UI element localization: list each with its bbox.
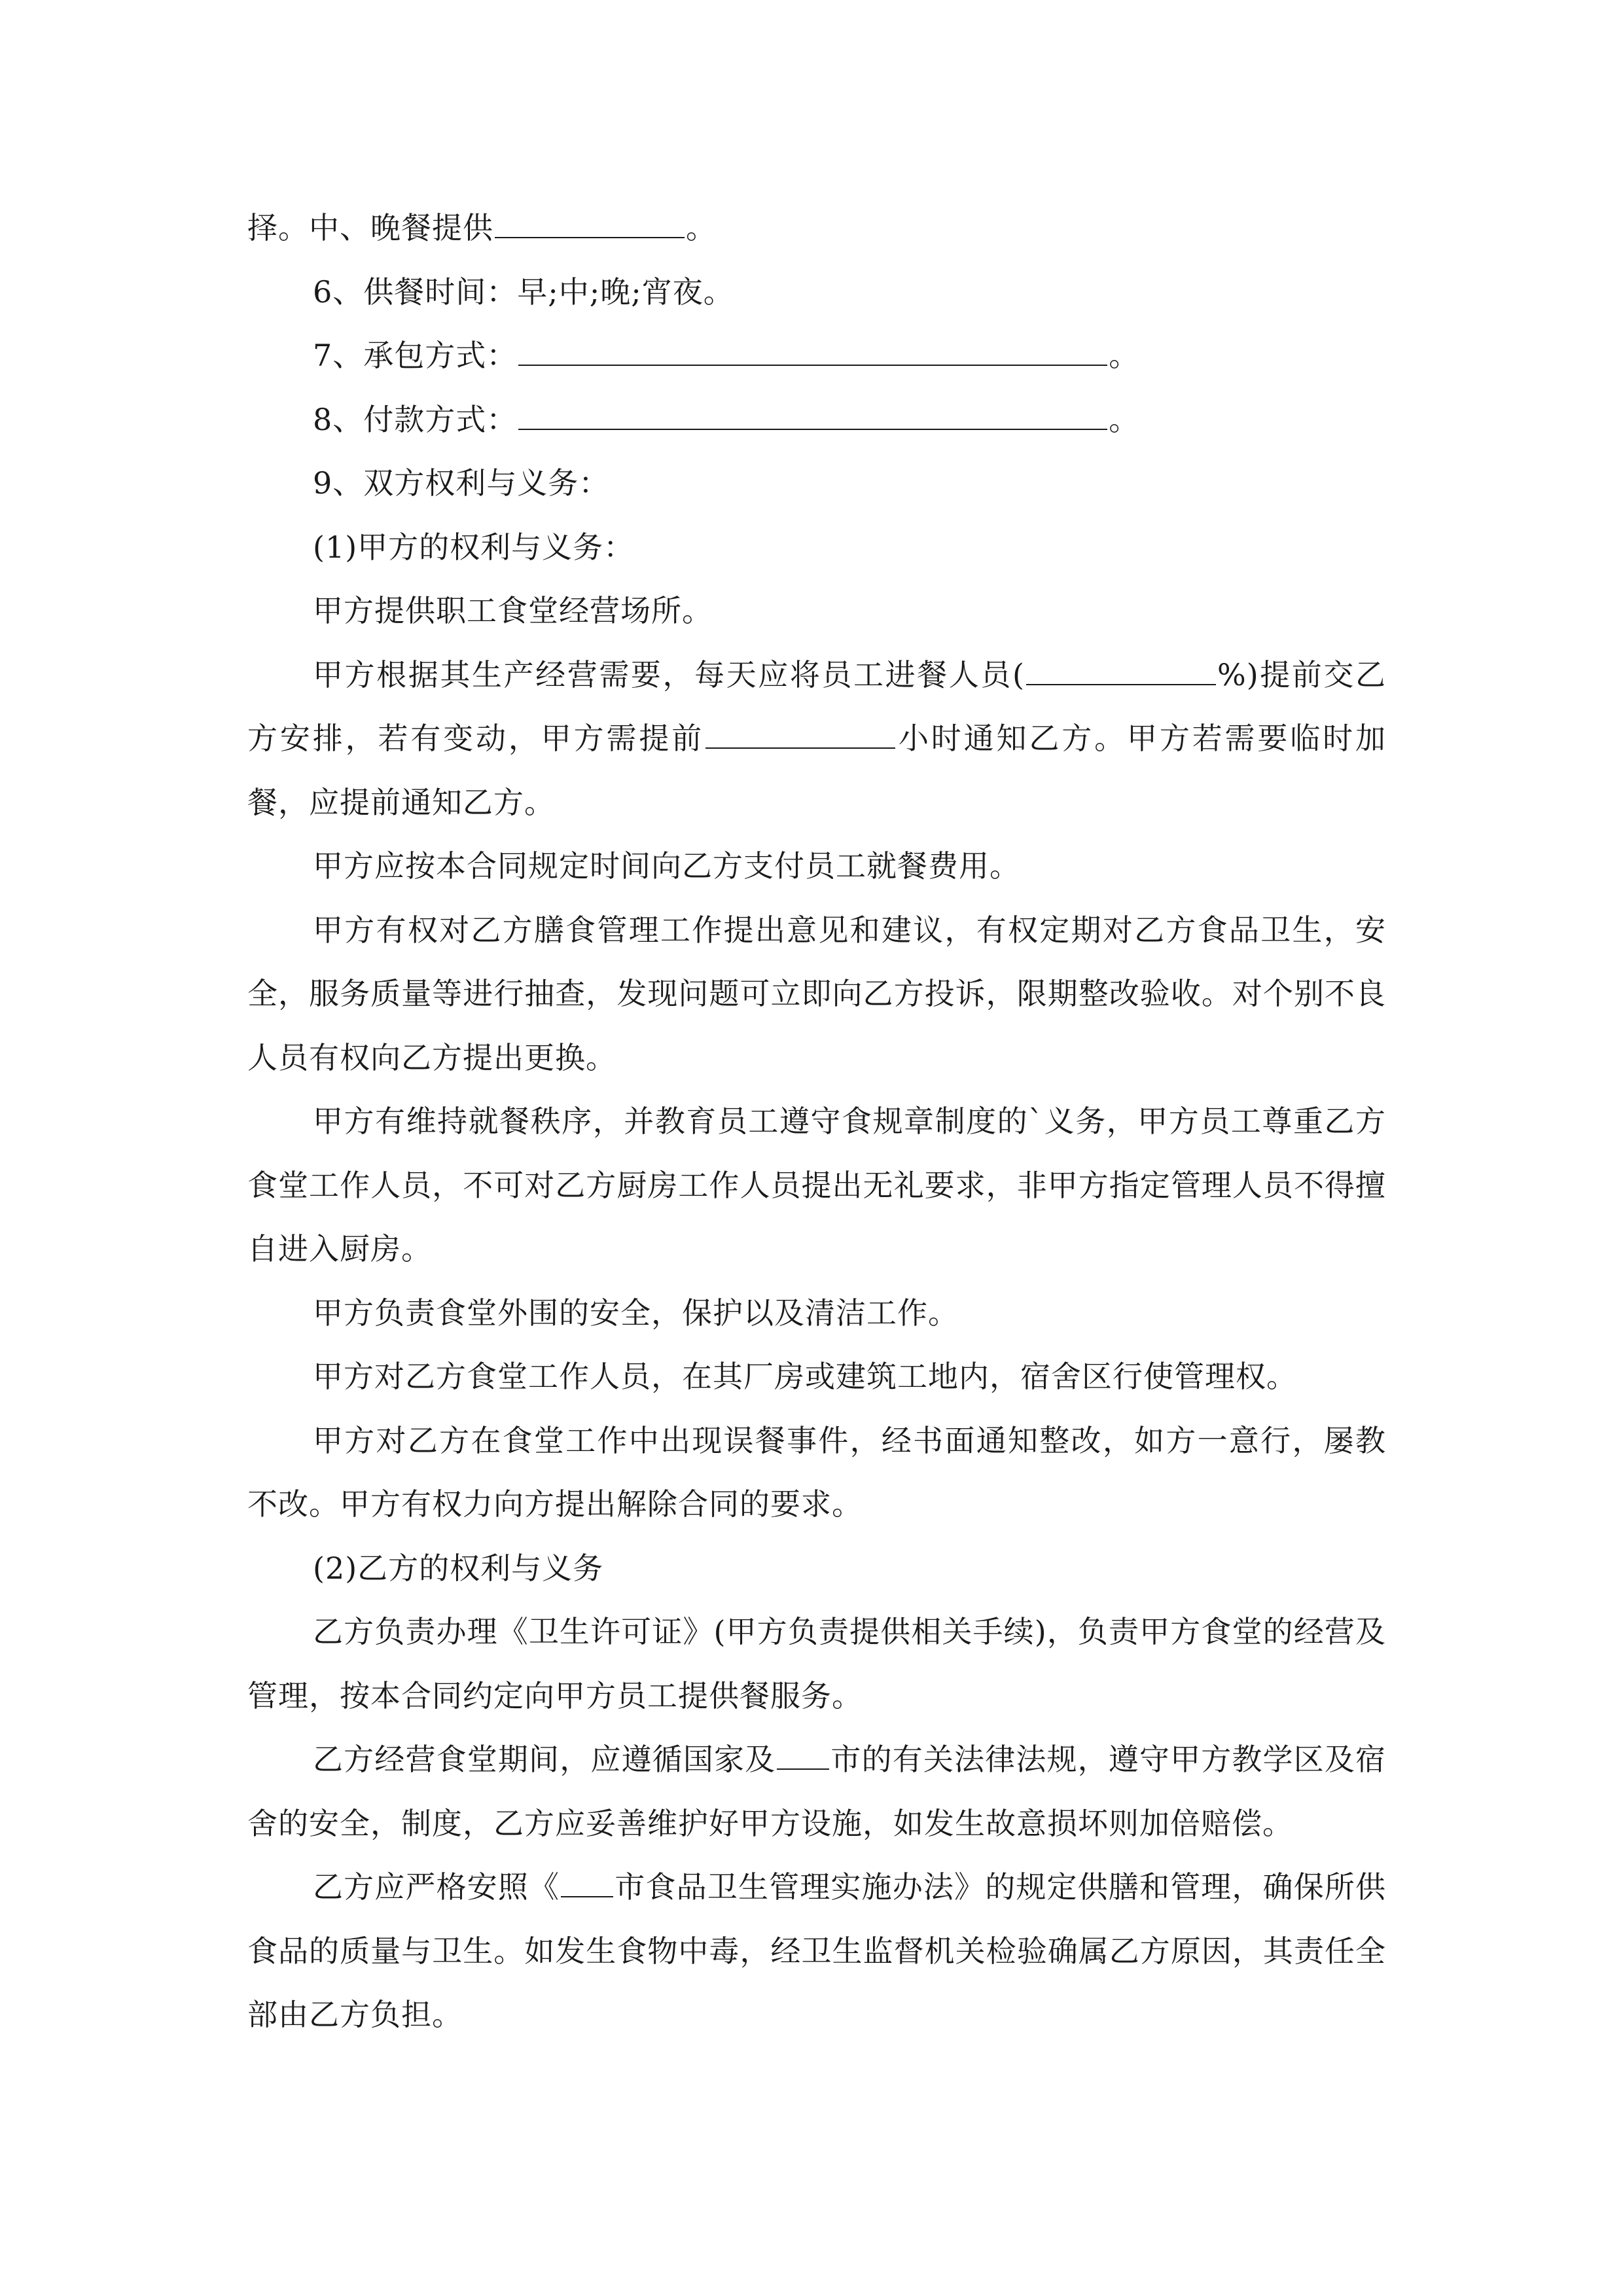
paragraph-party-a-security: 甲方负责食堂外围的安全，保护以及清洁工作。 — [313, 1295, 959, 1331]
paragraph-party-a-headcount — [247, 643, 1386, 835]
text-segment: 。 — [1109, 338, 1140, 373]
paragraph-party-a-premises: 甲方提供职工食堂经营场所。 — [313, 593, 713, 628]
text-segment: 小时通知乙方。甲方若需要临时加餐，应提前通知乙方。 — [247, 721, 1387, 820]
paragraph-party-b-food-safety — [247, 1856, 1386, 2047]
text-segment: 市的有关法律法规，遵守甲方教学区及宿舍的安全，制度，乙方应妥善维护好甲方设施，如发生故意损坏则加倍赔偿。 — [247, 1742, 1387, 1841]
fill-in-blank[interactable] — [518, 403, 1107, 430]
text-segment: 乙方应严格安照《 — [313, 1869, 560, 1905]
fill-in-blank[interactable] — [705, 721, 895, 749]
text-segment: %)提前交乙方安排，若有变动，甲方需提前 — [247, 656, 1387, 756]
clause-meal-time: 6、供餐时间：早;中;晚;宵夜。 — [313, 274, 734, 310]
text-segment: 。 — [686, 210, 717, 245]
paragraph-party-b-license: 乙方负责办理《卫生许可证》(甲方负责提供相关手续)，负责甲方食堂的经营及管理，按本合同约定向甲方员工提供餐服务。 — [247, 1614, 1386, 1713]
text-segment: 。 — [1109, 401, 1140, 437]
party-b-rights-heading: (2)乙方的权利与义务 — [313, 1550, 604, 1586]
party-a-rights-heading: (1)甲方的权利与义务： — [313, 529, 635, 565]
clause-rights-obligations-heading: 9、双方权利与义务： — [313, 465, 610, 501]
paragraph-party-a-management: 甲方对乙方食堂工作人员，在其厂房或建筑工地内，宿舍区行使管理权。 — [313, 1359, 1297, 1394]
text-segment: 市食品卫生管理实施办法》的规定供膳和管理，确保所供食品的质量与卫生。如发生食物中毒，经卫生监督机关检验确属乙方原因，其责任全部由乙方负担。 — [247, 1869, 1387, 2032]
paragraph-party-a-termination: 甲方对乙方在食堂工作中出现误餐事件，经书面通知整改，如方一意行，屡教不改。甲方有权力向方提出解除合同的要求。 — [247, 1422, 1386, 1522]
clause-contract-method — [247, 324, 1386, 388]
clause-payment-method — [247, 388, 1386, 452]
fill-in-blank[interactable] — [777, 1742, 829, 1770]
fill-in-blank[interactable] — [518, 338, 1107, 366]
text-segment: 乙方经营食堂期间，应遵循国家及 — [313, 1742, 776, 1777]
fill-in-blank[interactable] — [561, 1870, 613, 1897]
text-segment: 甲方根据其生产经营需要，每天应将员工进餐人员( — [313, 656, 1025, 692]
contract-body — [247, 196, 1386, 2047]
text-segment: 8、付款方式： — [313, 401, 518, 437]
text-segment: 7、承包方式： — [313, 338, 518, 373]
paragraph-party-a-inspection: 甲方有权对乙方膳食管理工作提出意见和建议，有权定期对乙方食品卫生，安全，服务质量等进行抽查，发现问题可立即向乙方投诉，限期整改验收。对个别不良人员有权向乙方提出更换。 — [247, 912, 1386, 1075]
paragraph-party-a-payment: 甲方应按本合同规定时间向乙方支付员工就餐费用。 — [313, 848, 1020, 884]
paragraph-meal-provision — [247, 196, 1386, 260]
paragraph-party-a-order: 甲方有维持就餐秩序，并教育员工遵守食规章制度的`义务，甲方员工尊重乙方食堂工作人员，不可对乙方厨房工作人员提出无礼要求，非甲方指定管理人员不得擅自进入厨房。 — [247, 1103, 1386, 1266]
paragraph-party-b-compliance — [247, 1728, 1386, 1856]
text-segment: 择。中、晚餐提供 — [247, 210, 493, 245]
fill-in-blank[interactable] — [495, 211, 685, 238]
fill-in-blank[interactable] — [1026, 658, 1216, 685]
